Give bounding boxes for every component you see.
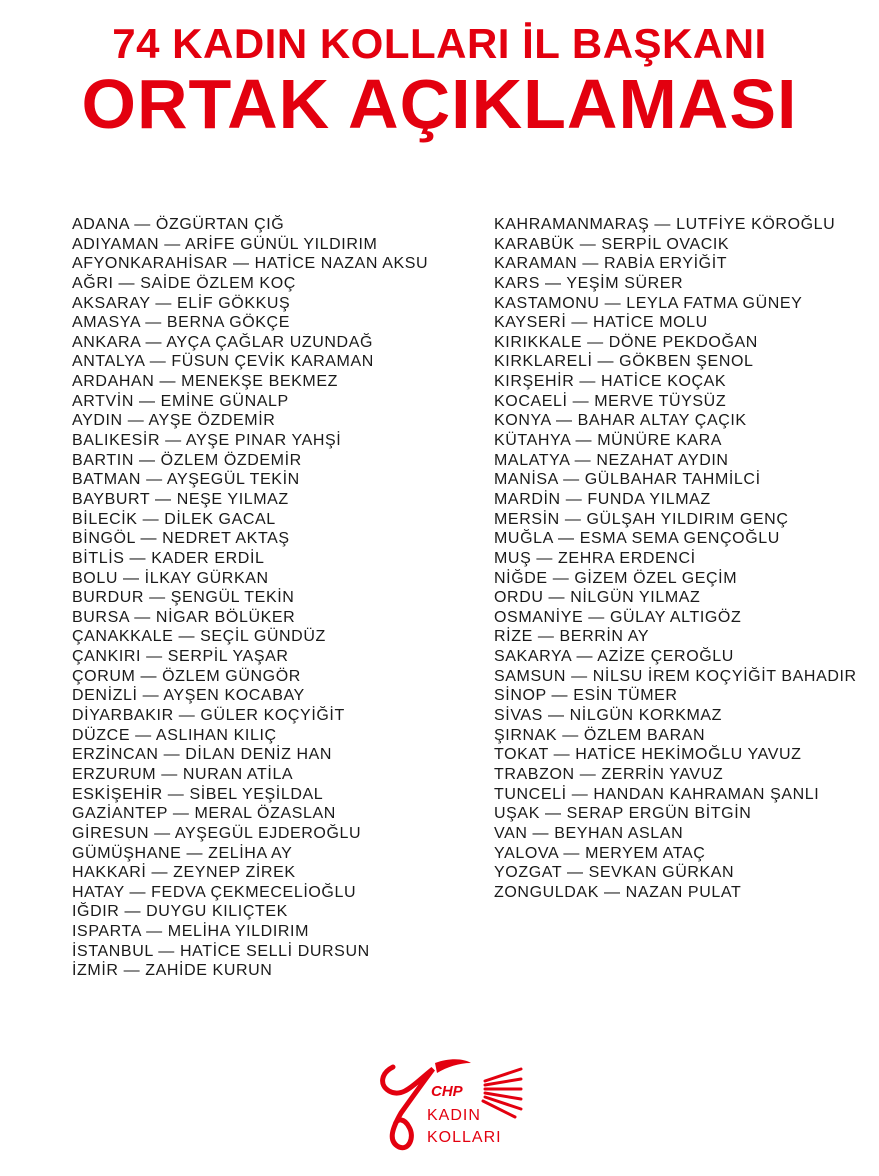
list-item: AMASYA — BERNA GÖKÇE bbox=[72, 314, 290, 332]
list-item: BİTLİS — KADER ERDİL bbox=[72, 549, 265, 567]
list-item: ANTALYA — FÜSUN ÇEVİK KARAMAN bbox=[72, 353, 374, 371]
list-item: UŞAK — SERAP ERGÜN BİTGİN bbox=[494, 805, 752, 823]
list-item: KASTAMONU — LEYLA FATMA GÜNEY bbox=[494, 294, 803, 312]
list-item: KIRŞEHİR — HATİCE KOÇAK bbox=[494, 373, 727, 391]
list-item: ISPARTA — MELİHA YILDIRIM bbox=[72, 923, 309, 941]
list-item: AĞRI — SAİDE ÖZLEM KOÇ bbox=[72, 274, 296, 292]
list-item: IĞDIR — DUYGU KILIÇTEK bbox=[72, 903, 288, 921]
list-item: ANKARA — AYÇA ÇAĞLAR UZUNDAĞ bbox=[72, 333, 374, 351]
list-item: AKSARAY — ELİF GÖKKUŞ bbox=[72, 294, 291, 312]
page-title-line-1: 74 KADIN KOLLARI İL BAŞKANI bbox=[112, 20, 767, 67]
list-item: ADIYAMAN — ARİFE GÜNÜL YILDIRIM bbox=[72, 235, 378, 253]
list-item: KAHRAMANMARAŞ — LUTFİYE KÖROĞLU bbox=[494, 216, 836, 233]
list-item: MARDİN — FUNDA YILMAZ bbox=[494, 490, 711, 508]
list-item: ORDU — NİLGÜN YILMAZ bbox=[494, 589, 701, 607]
logo-line-2: KOLLARI bbox=[427, 1129, 502, 1146]
list-item: ARTVİN — EMİNE GÜNALP bbox=[72, 392, 289, 410]
list-item: RİZE — BERRİN AY bbox=[494, 628, 650, 646]
list-item: ERZİNCAN — DİLAN DENİZ HAN bbox=[72, 746, 333, 764]
list-item: MUĞLA — ESMA SEMA GENÇOĞLU bbox=[494, 530, 780, 548]
list-item: BURDUR — ŞENGÜL TEKİN bbox=[72, 589, 295, 607]
list-item: DİYARBAKIR — GÜLER KOÇYİĞİT bbox=[72, 707, 345, 725]
list-item: SAMSUN — NİLSU İREM KOÇYİĞİT BAHADIR bbox=[494, 667, 857, 685]
list-item: KONYA — BAHAR ALTAY ÇAÇIK bbox=[494, 412, 747, 430]
list-item: KARS — YEŞİM SÜRER bbox=[494, 274, 684, 292]
list-item: DÜZCE — ASLIHAN KILIÇ bbox=[72, 726, 277, 744]
list-item: SAKARYA — AZİZE ÇEROĞLU bbox=[494, 648, 734, 666]
list-item: TOKAT — HATİCE HEKİMOĞLU YAVUZ bbox=[494, 746, 802, 764]
list-item: KOCAELİ — MERVE TÜYSÜZ bbox=[494, 392, 727, 410]
list-item: ÇORUM — ÖZLEM GÜNGÖR bbox=[72, 667, 301, 685]
list-item: GAZİANTEP — MERAL ÖZASLAN bbox=[72, 805, 336, 823]
list-item: ARDAHAN — MENEKŞE BEKMEZ bbox=[72, 373, 339, 391]
list-item: BİNGÖL — NEDRET AKTAŞ bbox=[72, 530, 290, 548]
list-item: ESKİŞEHİR — SİBEL YEŞİLDAL bbox=[72, 785, 324, 803]
list-item: MERSİN — GÜLŞAH YILDIRIM GENÇ bbox=[494, 510, 789, 528]
list-item: ŞIRNAK — ÖZLEM BARAN bbox=[494, 726, 706, 744]
chp-kadin-kollari-logo bbox=[375, 1055, 525, 1155]
right-name-list bbox=[494, 215, 857, 902]
list-item: ÇANKIRI — SERPİL YAŞAR bbox=[72, 648, 289, 666]
list-item: BAYBURT — NEŞE YILMAZ bbox=[72, 490, 289, 508]
list-item: ÇANAKKALE — SEÇİL GÜNDÜZ bbox=[72, 628, 326, 646]
list-item: NİĞDE — GİZEM ÖZEL GEÇİM bbox=[494, 569, 738, 587]
list-item: BATMAN — AYŞEGÜL TEKİN bbox=[72, 471, 300, 489]
list-item: BOLU — İLKAY GÜRKAN bbox=[72, 569, 269, 587]
list-item: KARAMAN — RABİA ERYİĞİT bbox=[494, 255, 728, 273]
list-item: İSTANBUL — HATİCE SELLİ DURSUN bbox=[72, 942, 370, 960]
list-item: DENİZLİ — AYŞEN KOCABAY bbox=[72, 687, 305, 705]
list-item: BİLECİK — DİLEK GACAL bbox=[72, 510, 276, 528]
list-item: ZONGULDAK — NAZAN PULAT bbox=[494, 883, 742, 901]
list-item: AYDIN — AYŞE ÖZDEMİR bbox=[72, 412, 276, 430]
list-item: BURSA — NİGAR BÖLÜKER bbox=[72, 608, 296, 626]
list-item: AFYONKARAHİSAR — HATİCE NAZAN AKSU bbox=[72, 255, 429, 273]
list-item: KIRIKKALE — DÖNE PEKDOĞAN bbox=[494, 333, 758, 351]
list-item: BALIKESİR — AYŞE PINAR YAHŞİ bbox=[72, 432, 342, 450]
list-item: ERZURUM — NURAN ATİLA bbox=[72, 765, 294, 783]
list-item: OSMANİYE — GÜLAY ALTIGÖZ bbox=[494, 608, 742, 626]
list-item: İZMİR — ZAHİDE KURUN bbox=[72, 962, 273, 980]
list-item: TUNCELİ — HANDAN KAHRAMAN ŞANLI bbox=[494, 785, 820, 803]
list-item: SİVAS — NİLGÜN KORKMAZ bbox=[494, 707, 723, 725]
list-item: MALATYA — NEZAHAT AYDIN bbox=[494, 451, 729, 469]
list-item: KIRKLARELİ — GÖKBEN ŞENOL bbox=[494, 353, 754, 371]
list-item: BARTIN — ÖZLEM ÖZDEMİR bbox=[72, 451, 302, 469]
page-title-line-2: ORTAK AÇIKLAMASI bbox=[81, 65, 798, 143]
left-name-list bbox=[72, 215, 428, 981]
list-item: VAN — BEYHAN ASLAN bbox=[494, 824, 684, 842]
list-item: YALOVA — MERYEM ATAÇ bbox=[494, 844, 706, 862]
list-item: MANİSA — GÜLBAHAR TAHMİLCİ bbox=[494, 471, 761, 489]
list-item: GÜMÜŞHANE — ZELİHA AY bbox=[72, 844, 293, 862]
list-item: YOZGAT — SEVKAN GÜRKAN bbox=[494, 864, 735, 882]
list-item: KARABÜK — SERPİL OVACIK bbox=[494, 235, 730, 253]
list-item: MUŞ — ZEHRA ERDENCİ bbox=[494, 549, 696, 567]
list-item: KÜTAHYA — MÜNÜRE KARA bbox=[494, 432, 723, 450]
list-item: ADANA — ÖZGÜRTAN ÇIĞ bbox=[72, 216, 285, 233]
list-item: SİNOP — ESİN TÜMER bbox=[494, 687, 678, 705]
logo-brand: CHP bbox=[431, 1083, 463, 1100]
list-item: TRABZON — ZERRİN YAVUZ bbox=[494, 765, 724, 783]
list-item: HATAY — FEDVA ÇEKMECELİOĞLU bbox=[72, 883, 357, 901]
list-item: GİRESUN — AYŞEGÜL EJDEROĞLU bbox=[72, 824, 362, 842]
logo-line-1: KADIN bbox=[427, 1107, 481, 1124]
list-item: HAKKARİ — ZEYNEP ZİREK bbox=[72, 864, 296, 882]
list-item: KAYSERİ — HATİCE MOLU bbox=[494, 314, 708, 332]
